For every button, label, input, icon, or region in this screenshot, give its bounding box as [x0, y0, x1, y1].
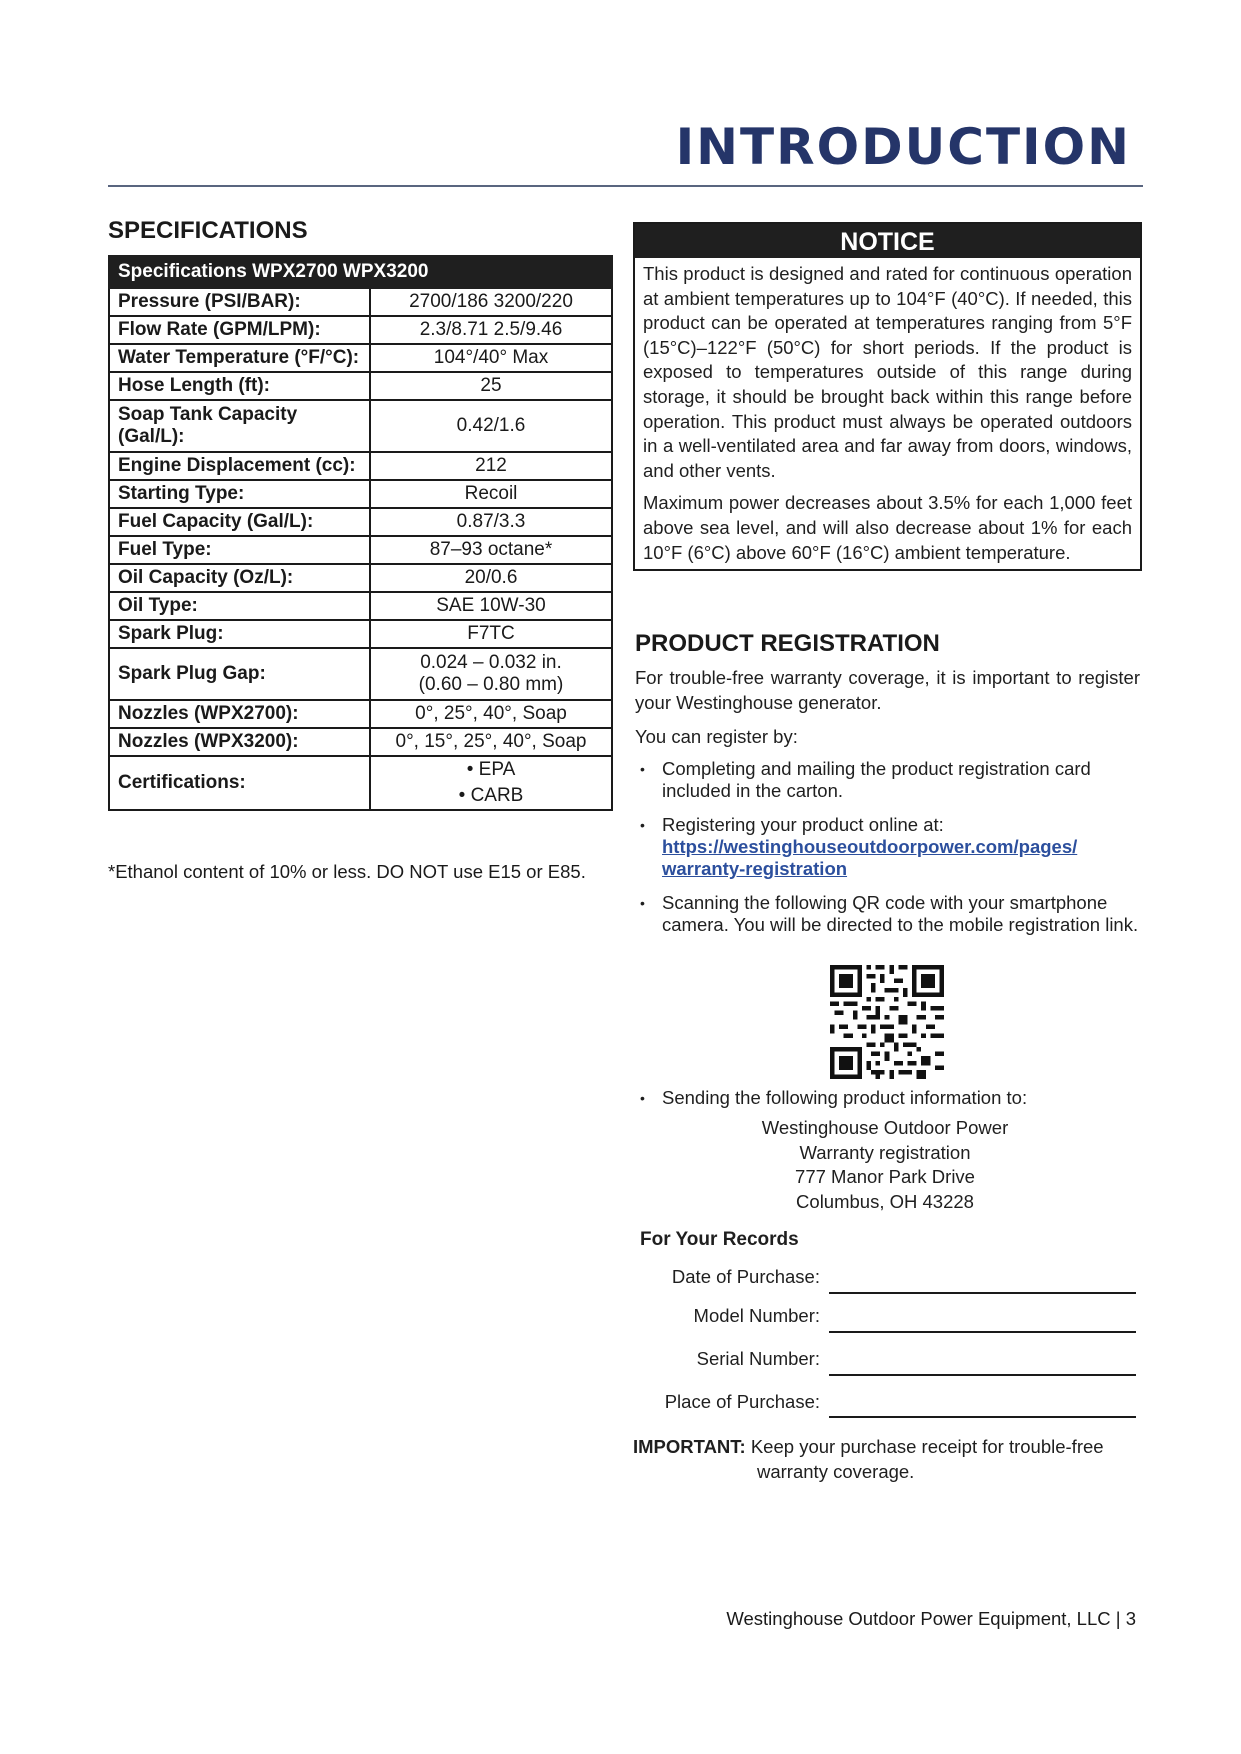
- registration-methods-intro: You can register by:: [635, 726, 798, 747]
- date-of-purchase-label: Date of Purchase:: [671, 1266, 820, 1287]
- table-row: [109, 700, 612, 728]
- list-item: [640, 758, 1140, 802]
- bullet-icon: •: [640, 1090, 645, 1106]
- bullet-icon: •: [640, 761, 645, 777]
- spec-value: 0°, 25°, 40°, Soap: [370, 700, 612, 728]
- important-note: [633, 1434, 1143, 1484]
- spec-value: 2.3/8.71 2.5/9.46: [370, 316, 612, 344]
- spec-label: Engine Displacement (cc):: [118, 455, 356, 476]
- registration-heading: PRODUCT REGISTRATION: [635, 630, 940, 657]
- specifications-heading: SPECIFICATIONS: [108, 217, 308, 244]
- bullet-icon: •: [640, 817, 645, 833]
- spec-label: Nozzles (WPX2700):: [118, 703, 299, 724]
- qr-code-icon[interactable]: [830, 965, 944, 1079]
- spec-value: 104°/40° Max: [370, 344, 612, 372]
- spec-value: 2700/186 3200/220: [370, 288, 612, 316]
- spec-label: Fuel Type:: [118, 539, 212, 560]
- spec-value: Recoil: [370, 480, 612, 508]
- table-row: [109, 728, 612, 756]
- date-of-purchase-field[interactable]: [829, 1292, 1136, 1294]
- table-row: [109, 564, 612, 592]
- table-header: Specifications WPX2700 WPX3200: [109, 256, 612, 288]
- spec-value: F7TC: [370, 620, 612, 648]
- notice-box: [633, 222, 1142, 571]
- registration-intro: For trouble-free warranty coverage, it is important to register your Westinghouse generator.: [635, 667, 1140, 713]
- table-header-row: [109, 256, 612, 288]
- spec-value: 0.87/3.3: [370, 508, 612, 536]
- table-row: [109, 316, 612, 344]
- table-row: [109, 344, 612, 372]
- spec-value: 25: [370, 372, 612, 400]
- spec-value: 0.024 – 0.032 in.: [420, 652, 562, 673]
- table-row: [109, 508, 612, 536]
- spec-value: 0.42/1.6: [370, 400, 612, 452]
- spec-label: Starting Type:: [118, 483, 245, 504]
- spec-value: SAE 10W-30: [370, 592, 612, 620]
- table-row: [109, 536, 612, 564]
- address-line: Westinghouse Outdoor Power: [761, 1117, 1009, 1138]
- list-item: [640, 892, 1140, 936]
- list-item: [640, 1087, 1140, 1109]
- certifications-list: [379, 757, 603, 809]
- serial-number-label: Serial Number:: [696, 1348, 820, 1369]
- model-number-label: Model Number:: [693, 1305, 820, 1326]
- table-row: [109, 452, 612, 480]
- spec-value: 212: [370, 452, 612, 480]
- spec-label: Pressure (PSI/BAR):: [118, 291, 301, 312]
- important-text: Keep your purchase receipt for trouble-free: [750, 1436, 1104, 1457]
- certification-item: • EPA: [379, 757, 603, 783]
- spec-label: Spark Plug:: [118, 623, 224, 644]
- records-heading: For Your Records: [640, 1229, 799, 1250]
- table-row: [109, 372, 612, 400]
- spec-value: 0°, 15°, 25°, 40°, Soap: [370, 728, 612, 756]
- table-row: [109, 648, 612, 700]
- bullet-text: Completing and mailing the product registration card included in the carton.: [662, 758, 1091, 801]
- table-row: [109, 400, 612, 452]
- bullet-text: Registering your product online at:: [662, 814, 944, 835]
- table-row: [109, 620, 612, 648]
- notice-paragraph: This product is designed and rated for continuous operation at ambient temperatures up to 104°F (40°C). If needed, this product can be operated at temperatures ranging from 5°F (15°C)–122°F (50°C) for short periods. If the product is exposed to temperatures outside of this range during storage, it should be brought back within this range before operation. This product must always be operated outdoors in a well-ventilated area and far away from doors, windows, and other vents.: [643, 263, 1132, 481]
- spec-label: Soap Tank Capacity (Gal/L):: [118, 404, 298, 447]
- model-number-field[interactable]: [829, 1331, 1136, 1333]
- specifications-table: [108, 255, 613, 811]
- spec-label: Oil Type:: [118, 595, 198, 616]
- spec-label: Oil Capacity (Oz/L):: [118, 567, 294, 588]
- table-row: [109, 480, 612, 508]
- address-line: Warranty registration: [799, 1142, 971, 1163]
- certification-item: • CARB: [379, 783, 603, 809]
- spec-value-secondary: (0.60 – 0.80 mm): [418, 674, 564, 695]
- table-row: [109, 288, 612, 316]
- place-of-purchase-field[interactable]: [829, 1416, 1136, 1418]
- spec-label: Certifications:: [118, 772, 246, 793]
- title-divider: [108, 185, 1143, 187]
- spec-label: Flow Rate (GPM/LPM):: [118, 319, 321, 340]
- place-of-purchase-label: Place of Purchase:: [664, 1391, 820, 1412]
- page-title: INTRODUCTION: [675, 118, 1131, 176]
- address-line: 777 Manor Park Drive: [795, 1166, 975, 1187]
- list-item: [640, 814, 1140, 880]
- spec-label: Spark Plug Gap:: [118, 663, 266, 684]
- bullet-text: Sending the following product information to:: [662, 1087, 1028, 1108]
- spec-value: 87–93 octane*: [370, 536, 612, 564]
- spec-label: Fuel Capacity (Gal/L):: [118, 511, 314, 532]
- registration-link[interactable]: https://westinghouseoutdoorpower.com/pages/ warranty-registration: [662, 836, 1078, 879]
- table-row: [109, 756, 612, 810]
- notice-title: NOTICE: [635, 224, 1140, 258]
- address-line: Columbus, OH 43228: [796, 1191, 974, 1212]
- spec-value: 20/0.6: [370, 564, 612, 592]
- spec-footnote: *Ethanol content of 10% or less. DO NOT use E15 or E85.: [108, 861, 586, 882]
- important-label: IMPORTANT:: [633, 1436, 746, 1457]
- important-text-continued: warranty coverage.: [757, 1461, 915, 1482]
- spec-label: Hose Length (ft):: [118, 375, 270, 396]
- spec-label: Water Temperature (°F/°C):: [118, 347, 360, 368]
- page-footer: Westinghouse Outdoor Power Equipment, LLC | 3: [726, 1608, 1136, 1629]
- serial-number-field[interactable]: [829, 1374, 1136, 1376]
- bullet-text: Scanning the following QR code with your smartphone camera. You will be directed to the mobile registration link.: [662, 892, 1139, 935]
- notice-paragraph: Maximum power decreases about 3.5% for each 1,000 feet above sea level, and will also decrease about 1% for each 10°F (6°C) above 60°F (16°C) ambient temperature.: [643, 492, 1132, 563]
- table-row: [109, 592, 612, 620]
- spec-label: Nozzles (WPX3200):: [118, 731, 299, 752]
- bullet-icon: •: [640, 895, 645, 911]
